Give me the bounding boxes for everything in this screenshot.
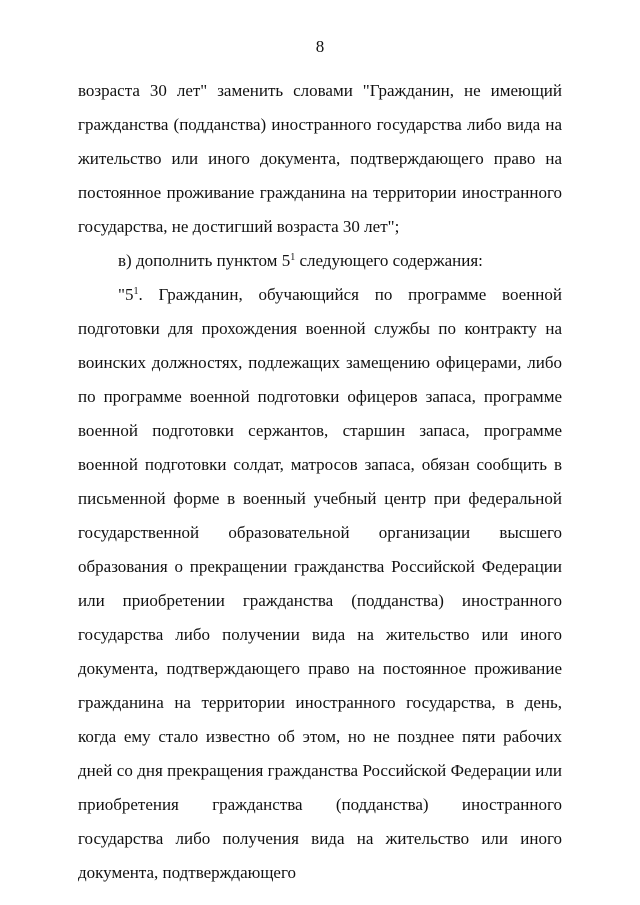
page-number: 8 [315, 37, 325, 56]
superscript: 1 [133, 286, 139, 297]
document-body [78, 74, 562, 890]
paragraph-amendment-intro [78, 244, 562, 278]
item-number: "5 [118, 285, 134, 304]
amendment-intro-text-end: следующего содержания: [295, 251, 483, 270]
paragraph-item-5-1 [78, 278, 562, 890]
superscript: 1 [290, 252, 296, 263]
paragraph-continuation: возраста 30 лет" заменить словами "Гражданин, не имеющий гражданства (подданства) иностранного государства либо вида на жительство или иного документа, подтверждающего право на постоянное проживание гражданина на территории иностранного государства, не достигший возраста 30 лет"; [78, 81, 562, 236]
item-text: . Гражданин, обучающийся по программе военной подготовки для прохождения военной службы по контракту на воинских должностях, подлежащих замещению офицерами, либо по программе военной подготовки офицеров запаса, программе военной подготовки сержантов, старшин запаса, программе военной подготовки солдат, матросов запаса, обязан сообщить в письменной форме в военный учебный центр при федеральной государственной образовательной организации высшего образования о прекращении гражданства Российской Федерации или приобретении гражданства (подданства) иностранного государства либо получении вида на жительство или иного документа, подтверждающего право на постоянное проживание гражданина на территории иностранного государства, в день, когда ему стало известно об этом, но не позднее пяти рабочих дней со дня прекращения гражданства Российской Федерации или приобретения гражданства (подданства) иностранного государства либо получения вида на жительство или иного документа, подтверждающего [78, 285, 562, 882]
amendment-intro-text: в) дополнить пунктом 5 [118, 251, 291, 270]
